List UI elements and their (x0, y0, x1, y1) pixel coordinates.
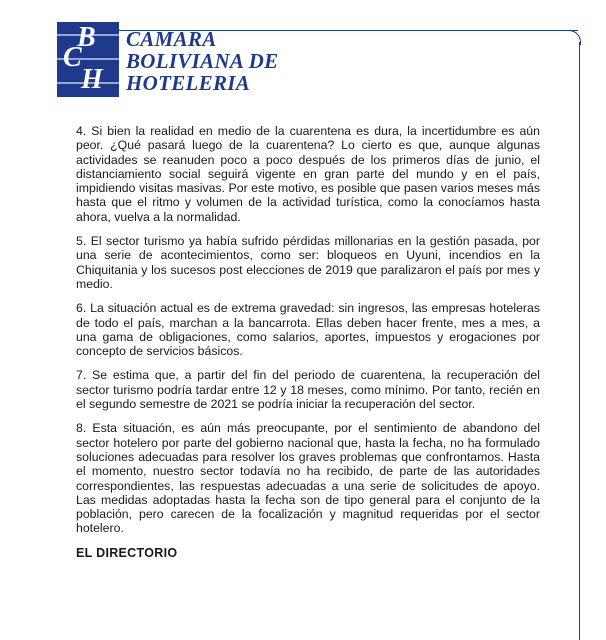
logo-letter-b: B (77, 22, 96, 53)
logo-letter-h: H (81, 64, 103, 95)
organization-name-line: HOTELERIA (126, 71, 251, 95)
paragraph-6: 6. La situación actual es de extrema gravedad: sin ingresos, las empresas hoteleras de todo el país, marchan a la bancarrota. Ellas deben hacer frente, mes a mes, a una gama de obligaciones, como salarios, aportes, impuestos y erogaciones por concepto de servicios básicos. (76, 301, 540, 359)
paragraph-4: 4. Si bien la realidad en medio de la cuarentena es dura, la incertidumbre es aún peor. ¿Qué pasará luego de la cuarentena? Lo cierto es que, aunque algunas actividades se reanuden poco a poco después de los primeros días de junio, el distanciamiento social seguirá vigente en gran parte del mundo y en el país, impidiendo visitas masivas. Por este motivo, es posible que pasen varios meses más hasta que el ritmo y volumen de la actividad turística, como la conocíamos hasta ahora, vuelva a la normalidad. (76, 124, 540, 224)
paragraph-7: 7. Se estima que, a partir del fin del periodo de cuarentena, la recuperación del sector turismo podría tardar entre 12 y 18 meses, como mínimo. Por tanto, recién en el segundo semestre de 2021 se podría iniciar la recuperación del sector. (76, 368, 540, 412)
logo-letter-c: C (63, 42, 82, 73)
organization-name-line: CAMARA (126, 27, 217, 51)
organization-name (126, 28, 278, 94)
paragraph-8: 8. Esta situación, es aún más preocupante, por el sentimiento de abandono del sector hotelero por parte del gobierno nacional que, hasta la fecha, no ha formulado soluciones adecuadas para resolver los graves problemas que confrontamos. Hasta el momento, nuestro sector todavía no ha recibido, de parte de las autoridades correspondientes, las respuestas adecuadas a una serie de solicitudes de apoyo. Las medidas adoptadas hasta la fecha son de tipo general para el conjunto de la población, pero carecen de la focalización y magnitud requeridas por el sector hotelero. (76, 421, 540, 536)
bch-logo (57, 22, 119, 97)
letter-body (76, 124, 540, 560)
organization-name-line: BOLIVIANA DE (126, 49, 279, 73)
paragraph-5: 5. El sector turismo ya había sufrido pérdidas millonarias en la gestión pasada, por una serie de acontecimientos, como ser: bloqueos en Uyuni, incendios en la Chiquitania y los sucesos post elecciones de 2019 que paralizaron el país por mes y medio. (76, 234, 540, 291)
letterhead-right-rule (579, 42, 580, 640)
signature: EL DIRECTORIO (76, 545, 178, 560)
